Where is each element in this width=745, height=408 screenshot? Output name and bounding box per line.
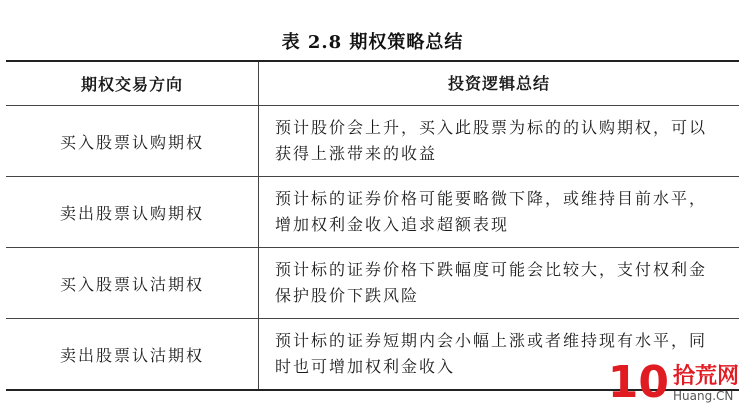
direction-cell: 卖出股票认购期权: [6, 177, 259, 247]
table-title: 表 2.8 期权策略总结: [281, 32, 464, 53]
logic-cell: 预计标的证券短期内会小幅上涨或者维持现有水平，同时也可增加权利金收入: [275, 331, 708, 376]
site-watermark: [607, 357, 739, 408]
watermark-en: Huang.CN: [672, 389, 734, 403]
logic-cell: 预计标的证券价格下跌幅度可能会比较大，支付权利金保护股价下跌风险: [275, 260, 708, 305]
header-direction: 期权交易方向: [6, 62, 259, 105]
watermark-number: 10: [607, 357, 669, 408]
table-row: [6, 177, 739, 248]
table-row: [6, 106, 739, 177]
strategy-table: [6, 60, 739, 391]
watermark-cn: 拾荒网: [672, 364, 739, 389]
direction-cell: 卖出股票认沽期权: [6, 319, 259, 389]
watermark-text: [673, 365, 739, 403]
table-header-row: [6, 62, 739, 106]
direction-cell: 买入股票认沽期权: [6, 248, 259, 318]
table-row: [6, 248, 739, 319]
header-logic: 投资逻辑总结: [447, 73, 550, 93]
logic-cell: 预计股价会上升，买入此股票为标的的认购期权，可以获得上涨带来的收益: [275, 118, 708, 163]
direction-cell: 买入股票认购期权: [6, 106, 259, 176]
logic-cell: 预计标的证券价格可能要略微下降，或维持目前水平，增加权利金收入追求超额表现: [275, 189, 708, 234]
